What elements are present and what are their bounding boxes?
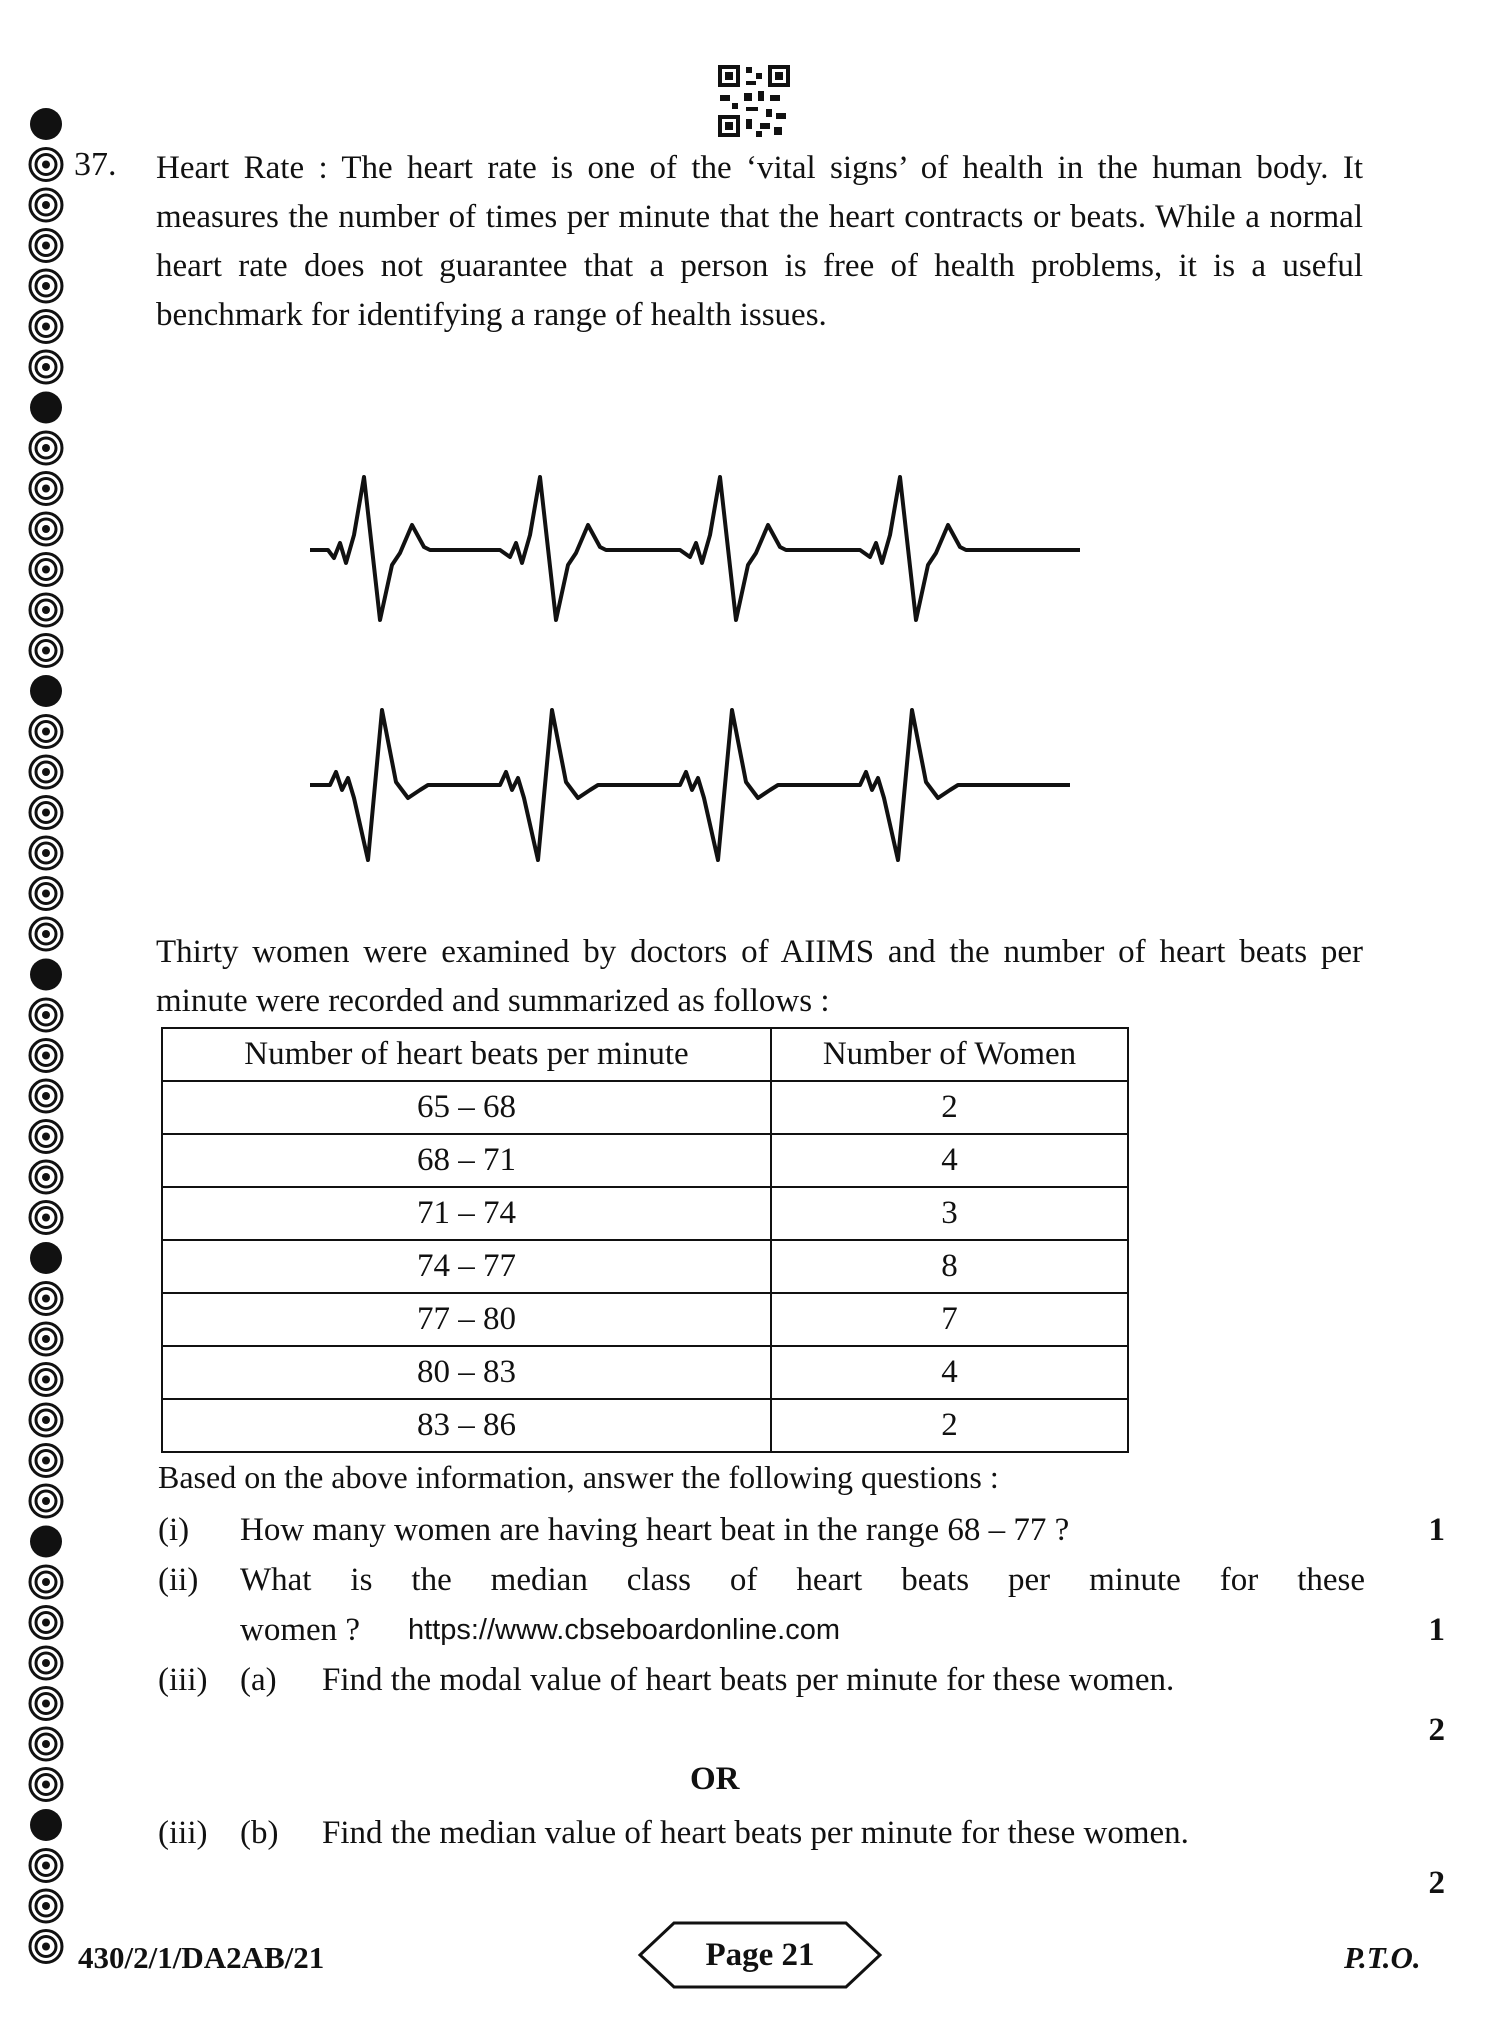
table-row (162, 1240, 1128, 1293)
subquestion-iii-a (158, 1655, 1365, 1755)
frequency-table (161, 1027, 1129, 1453)
column-header-women: Number of Women (771, 1028, 1128, 1081)
table-row (162, 1187, 1128, 1240)
marks-i: 1 (1428, 1512, 1445, 1548)
subquestion-i (158, 1505, 1358, 1555)
question-intro: Heart Rate : The heart rate is one of the ‘vital signs’ of health in the human body. It measures the number of times per minute that the heart contracts or beats. While a normal heart rate does not guarantee that a person is free of health problems, it is a useful benchmark for identifying a range of health issues. (156, 150, 1363, 333)
table-cell-class: 65 – 68 (162, 1081, 771, 1134)
table-cell-count: 3 (771, 1187, 1128, 1240)
table-cell-class: 80 – 83 (162, 1346, 771, 1399)
table-cell-count: 7 (771, 1293, 1128, 1346)
ecg-waveform-top (300, 455, 1200, 645)
table-row (162, 1134, 1128, 1187)
subquestion-sublabel: (b) (240, 1815, 279, 1851)
subquestion-text-cont: women ? (240, 1612, 361, 1648)
question-number: 37. (74, 146, 117, 183)
table-row (162, 1081, 1128, 1134)
table-row (162, 1293, 1128, 1346)
pto-label: P.T.O. (1344, 1940, 1421, 1975)
table-cell-class: 83 – 86 (162, 1399, 771, 1452)
table-cell-class: 74 – 77 (162, 1240, 771, 1293)
or-separator: OR (690, 1761, 740, 1797)
subquestion-label: (ii) (158, 1562, 199, 1598)
table-cell-count: 4 (771, 1346, 1128, 1399)
table-cell-count: 4 (771, 1134, 1128, 1187)
paper-code: 430/2/1/DA2AB/21 (78, 1940, 325, 1975)
table-cell-count: 2 (771, 1399, 1128, 1452)
table-cell-count: 2 (771, 1081, 1128, 1134)
table-cell-class: 71 – 74 (162, 1187, 771, 1240)
decorative-border (26, 104, 66, 1984)
subquestion-text: How many women are having heart beat in the range 68 – 77 ? (240, 1512, 1070, 1548)
column-header-heart-beats: Number of heart beats per minute (162, 1028, 771, 1081)
question-context: Thirty women were examined by doctors of AIIMS and the number of heart beats per minute were recorded and summarized as follows : (156, 934, 1363, 1019)
subquestion-iii-b (158, 1808, 1365, 1908)
marks-iii-b: 2 (1428, 1865, 1445, 1901)
subquestion-ii (158, 1555, 1365, 1655)
marks-iii-a: 2 (1428, 1712, 1445, 1748)
subquestion-text: Find the modal value of heart beats per minute for these women. (322, 1662, 1175, 1698)
page-number: Page 21 (705, 1937, 815, 1973)
table-row (162, 1399, 1128, 1452)
qr-code-icon (716, 63, 792, 139)
ecg-waveform-bottom (300, 690, 1200, 880)
instruction-text: Based on the above information, answer the following questions : (158, 1459, 999, 1495)
subquestion-text: What is the median class of heart beats per minute for these (240, 1562, 1365, 1598)
source-url: https://www.cbseboardonline.com (408, 1614, 840, 1646)
table-cell-class: 68 – 71 (162, 1134, 771, 1187)
table-cell-count: 8 (771, 1240, 1128, 1293)
subquestion-text: Find the median value of heart beats per minute for these women. (322, 1815, 1189, 1851)
table-cell-class: 77 – 80 (162, 1293, 771, 1346)
subquestion-label: (iii) (158, 1662, 208, 1698)
table-header-row (162, 1028, 1128, 1081)
subquestion-label: (iii) (158, 1815, 208, 1851)
subquestion-sublabel: (a) (240, 1662, 277, 1698)
subquestion-label: (i) (158, 1512, 190, 1548)
marks-ii: 1 (1428, 1612, 1445, 1648)
table-row (162, 1346, 1128, 1399)
